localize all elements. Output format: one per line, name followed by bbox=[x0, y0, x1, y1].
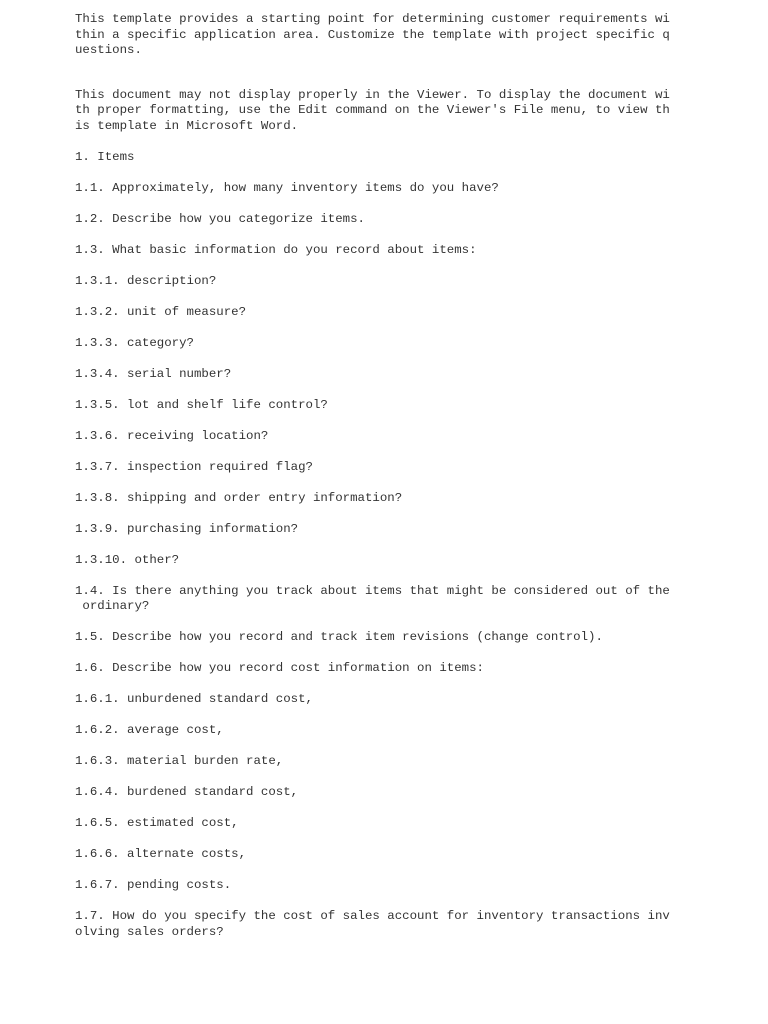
paragraph-gap bbox=[75, 832, 672, 848]
question-item bbox=[75, 692, 672, 708]
text-line: 1.3. What basic information do you record about items: bbox=[75, 242, 477, 257]
text-line: This document may not display properly in the Viewer. To display the document wi bbox=[75, 87, 670, 102]
question-item bbox=[75, 816, 672, 832]
question-item bbox=[75, 305, 672, 321]
text-line: is template in Microsoft Word. bbox=[75, 118, 299, 133]
paragraph-gap bbox=[75, 739, 672, 755]
question-item bbox=[75, 460, 672, 476]
text-line: 1.3.10. other? bbox=[75, 552, 180, 567]
question-item bbox=[75, 398, 672, 414]
paragraph-gap bbox=[75, 382, 672, 398]
section-heading bbox=[75, 150, 672, 166]
intro-paragraph-viewer-note bbox=[75, 88, 672, 135]
text-line: 1.3.8. shipping and order entry information? bbox=[75, 490, 403, 505]
question-item bbox=[75, 336, 672, 352]
text-line: 1.6. Describe how you record cost information on items: bbox=[75, 661, 484, 675]
paragraph-gap bbox=[75, 196, 672, 212]
question-item bbox=[75, 785, 672, 801]
text-line: 1.2. Describe how you categorize items. bbox=[75, 211, 365, 226]
paragraph-gap bbox=[75, 134, 672, 150]
text-line: 1.6.5. estimated cost, bbox=[75, 816, 239, 830]
paragraph-gap bbox=[75, 351, 672, 367]
question-item bbox=[75, 522, 672, 538]
intro-paragraph-template bbox=[75, 12, 672, 59]
text-line: 1.6.1. unburdened standard cost, bbox=[75, 692, 313, 706]
text-line: 1.3.6. receiving location? bbox=[75, 428, 269, 443]
document-page bbox=[75, 12, 672, 940]
text-line: 1.3.5. lot and shelf life control? bbox=[75, 397, 328, 412]
question-item bbox=[75, 878, 672, 894]
paragraph-gap bbox=[75, 413, 672, 429]
paragraph-gap bbox=[75, 568, 672, 584]
text-line: th proper formatting, use the Edit command on the Viewer's File menu, to view th bbox=[75, 103, 670, 117]
question-item bbox=[75, 723, 672, 739]
paragraph-gap bbox=[75, 59, 672, 88]
question-item bbox=[75, 584, 672, 615]
paragraph-gap bbox=[75, 258, 672, 274]
paragraph-gap bbox=[75, 615, 672, 631]
paragraph-gap bbox=[75, 708, 672, 724]
text-line: 1.3.3. category? bbox=[75, 335, 194, 350]
question-item bbox=[75, 367, 672, 383]
paragraph-gap bbox=[75, 801, 672, 817]
text-line: 1.6.6. alternate costs, bbox=[75, 847, 247, 861]
text-line: thin a specific application area. Customize the template with project specific q bbox=[75, 27, 670, 42]
paragraph-gap bbox=[75, 677, 672, 693]
text-line: 1.5. Describe how you record and track item revisions (change control). bbox=[75, 630, 603, 644]
paragraph-gap bbox=[75, 289, 672, 305]
question-item bbox=[75, 847, 672, 863]
question-item bbox=[75, 274, 672, 290]
text-line: uestions. bbox=[75, 43, 142, 57]
text-line: 1. Items bbox=[75, 149, 135, 164]
text-line: ordinary? bbox=[75, 599, 150, 613]
paragraph-gap bbox=[75, 320, 672, 336]
text-line: 1.3.1. description? bbox=[75, 273, 217, 288]
paragraph-gap bbox=[75, 646, 672, 662]
text-line: 1.3.2. unit of measure? bbox=[75, 304, 247, 319]
text-line: 1.6.3. material burden rate, bbox=[75, 754, 284, 768]
paragraph-gap bbox=[75, 227, 672, 243]
text-line: olving sales orders? bbox=[75, 924, 224, 939]
text-line: 1.7. How do you specify the cost of sales account for inventory transactions inv bbox=[75, 909, 670, 923]
paragraph-gap bbox=[75, 506, 672, 522]
question-item bbox=[75, 491, 672, 507]
text-line: 1.4. Is there anything you track about items that might be considered out of the bbox=[75, 583, 670, 598]
text-line: 1.3.7. inspection required flag? bbox=[75, 459, 313, 474]
text-line: This template provides a starting point for determining customer requirements wi bbox=[75, 12, 670, 26]
paragraph-gap bbox=[75, 894, 672, 910]
text-line: 1.6.7. pending costs. bbox=[75, 878, 232, 892]
text-line: 1.6.4. burdened standard cost, bbox=[75, 785, 299, 799]
question-list bbox=[75, 134, 672, 940]
question-item bbox=[75, 909, 672, 940]
paragraph-gap bbox=[75, 770, 672, 786]
question-item bbox=[75, 243, 672, 259]
question-item bbox=[75, 754, 672, 770]
text-line: 1.3.4. serial number? bbox=[75, 366, 232, 381]
question-item bbox=[75, 181, 672, 197]
question-item bbox=[75, 212, 672, 228]
question-item bbox=[75, 630, 672, 646]
paragraph-gap bbox=[75, 475, 672, 491]
text-line: 1.1. Approximately, how many inventory items do you have? bbox=[75, 180, 499, 195]
question-item bbox=[75, 553, 672, 569]
question-item bbox=[75, 429, 672, 445]
paragraph-gap bbox=[75, 165, 672, 181]
paragraph-gap bbox=[75, 863, 672, 879]
question-item bbox=[75, 661, 672, 677]
paragraph-gap bbox=[75, 537, 672, 553]
paragraph-gap bbox=[75, 444, 672, 460]
text-line: 1.3.9. purchasing information? bbox=[75, 521, 299, 536]
text-line: 1.6.2. average cost, bbox=[75, 723, 224, 737]
